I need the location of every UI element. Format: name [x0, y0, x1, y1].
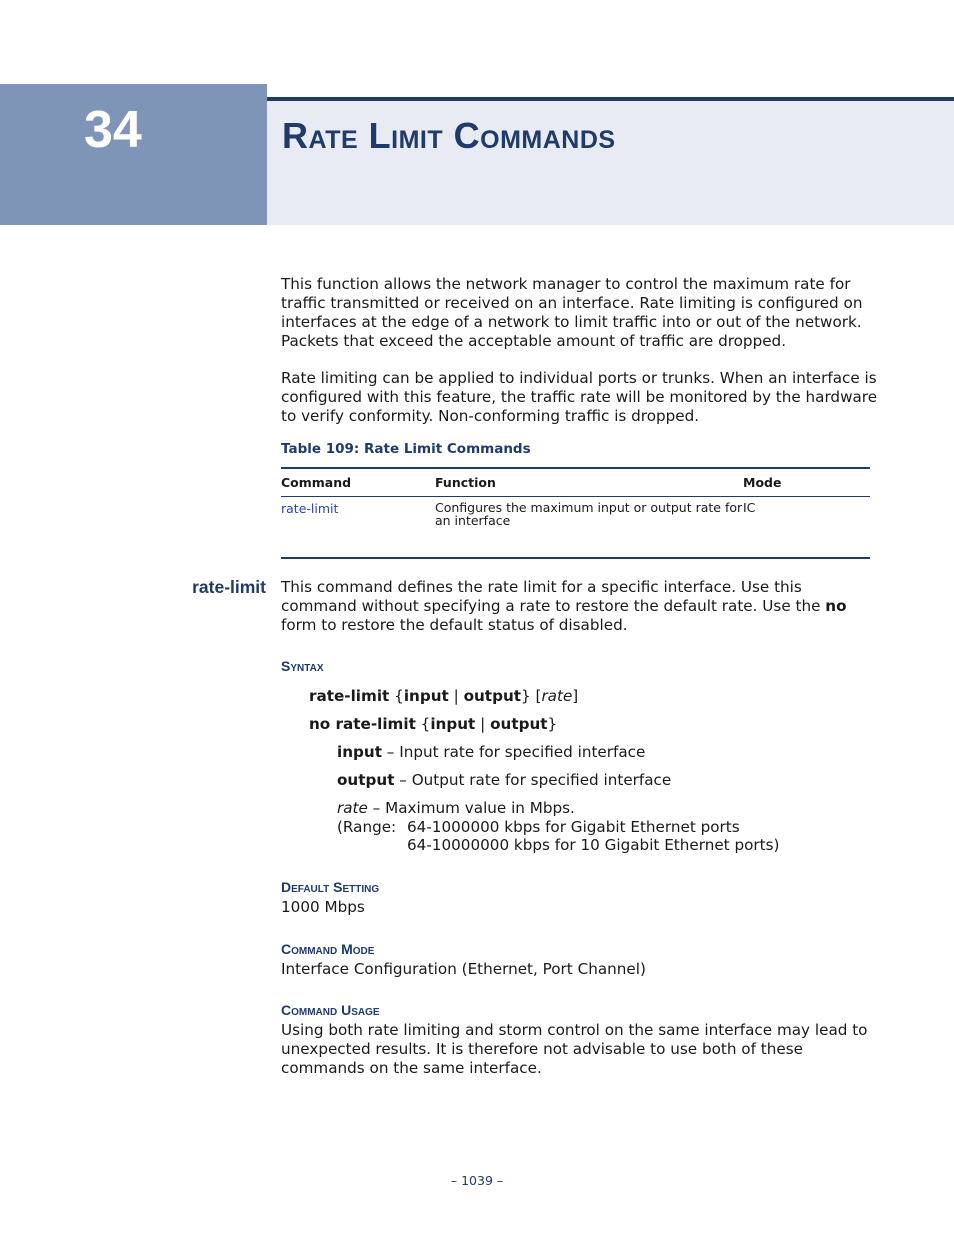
syntax2-close: }	[547, 715, 558, 733]
syntax1-rate: rate	[541, 687, 573, 705]
default-setting-heading: Default Setting	[281, 879, 380, 895]
syntax1-cmd: rate-limit	[309, 687, 390, 705]
header-function: Function	[435, 475, 496, 490]
syntax1-open: {	[389, 687, 404, 705]
chapter-title: Rate Limit Commands	[282, 115, 616, 156]
syntax2-input: input	[430, 715, 476, 733]
command-mode-heading: Command Mode	[281, 941, 375, 957]
param-rate	[337, 799, 575, 818]
table-header-row	[281, 469, 870, 497]
range-line-1: 64-1000000 kbps for Gigabit Ethernet ports	[407, 818, 740, 836]
param-rate-desc: – Maximum value in Mbps.	[367, 799, 575, 817]
range-line-2: 64-10000000 kbps for 10 Gigabit Ethernet ports)	[407, 836, 780, 854]
param-output-name: output	[337, 771, 395, 789]
syntax2-output: output	[490, 715, 548, 733]
range-label: (Range:	[337, 818, 397, 836]
default-setting-value: 1000 Mbps	[281, 898, 365, 916]
command-link[interactable]: rate-limit	[281, 501, 339, 516]
syntax1-input: input	[403, 687, 449, 705]
commands-table	[281, 467, 870, 559]
page-number: – 1039 –	[450, 1173, 504, 1188]
syntax-line-2	[309, 715, 557, 734]
syntax1-end: ]	[572, 687, 579, 705]
syntax2-cmd: no rate-limit	[309, 715, 416, 733]
description-bold: no	[825, 597, 847, 615]
header-command: Command	[281, 475, 352, 490]
table-caption: Table 109: Rate Limit Commands	[281, 441, 531, 457]
param-output-desc: – Output rate for specified interface	[394, 771, 672, 789]
table-row	[281, 497, 870, 557]
syntax1-close: } [	[521, 687, 542, 705]
command-usage-heading: Command Usage	[281, 1002, 380, 1018]
syntax2-sep: |	[475, 715, 491, 733]
intro-paragraph-1: This function allows the network manager to control the maximum rate for traffic transmitted or received on an interface. Rate limiting is configured on interfaces at the edge of a network to limit traffic into or out of the network. Packets that exceed the acceptable amount of traffic are dropped.	[281, 275, 863, 350]
command-mode: IC	[743, 500, 756, 515]
command-function: Configures the maximum input or output rate for an interface	[435, 500, 743, 528]
intro-paragraph-2: Rate limiting can be applied to individual ports or trunks. When an interface is configured with this feature, the traffic rate will be monitored by the hardware to verify conformity. Non-conforming traffic is dropped.	[281, 369, 878, 425]
syntax-line-1	[309, 687, 578, 706]
syntax-heading: Syntax	[281, 658, 324, 674]
header-mode: Mode	[743, 475, 782, 490]
syntax2-open: {	[415, 715, 431, 733]
param-input-desc: – Input rate for specified interface	[381, 743, 646, 761]
syntax1-output: output	[463, 687, 522, 705]
command-usage-text: Using both rate limiting and storm control on the same interface may lead to unexpected results. It is therefore not advisable to use both of these commands on the same interface.	[281, 1021, 868, 1077]
section-description	[281, 578, 881, 635]
param-output	[337, 771, 671, 790]
param-input-name: input	[337, 743, 382, 761]
command-mode-value: Interface Configuration (Ethernet, Port Channel)	[281, 960, 646, 978]
param-input	[337, 743, 645, 762]
chapter-number: 34	[84, 101, 142, 159]
description-part-a: This command defines the rate limit for a specific interface. Use this command without specifying a rate to restore the default rate. Use the	[281, 578, 826, 615]
param-rate-name: rate	[337, 799, 368, 817]
section-label: rate-limit	[192, 577, 266, 597]
description-part-b: form to restore the default status of disabled.	[281, 616, 628, 634]
syntax1-sep: |	[448, 687, 464, 705]
